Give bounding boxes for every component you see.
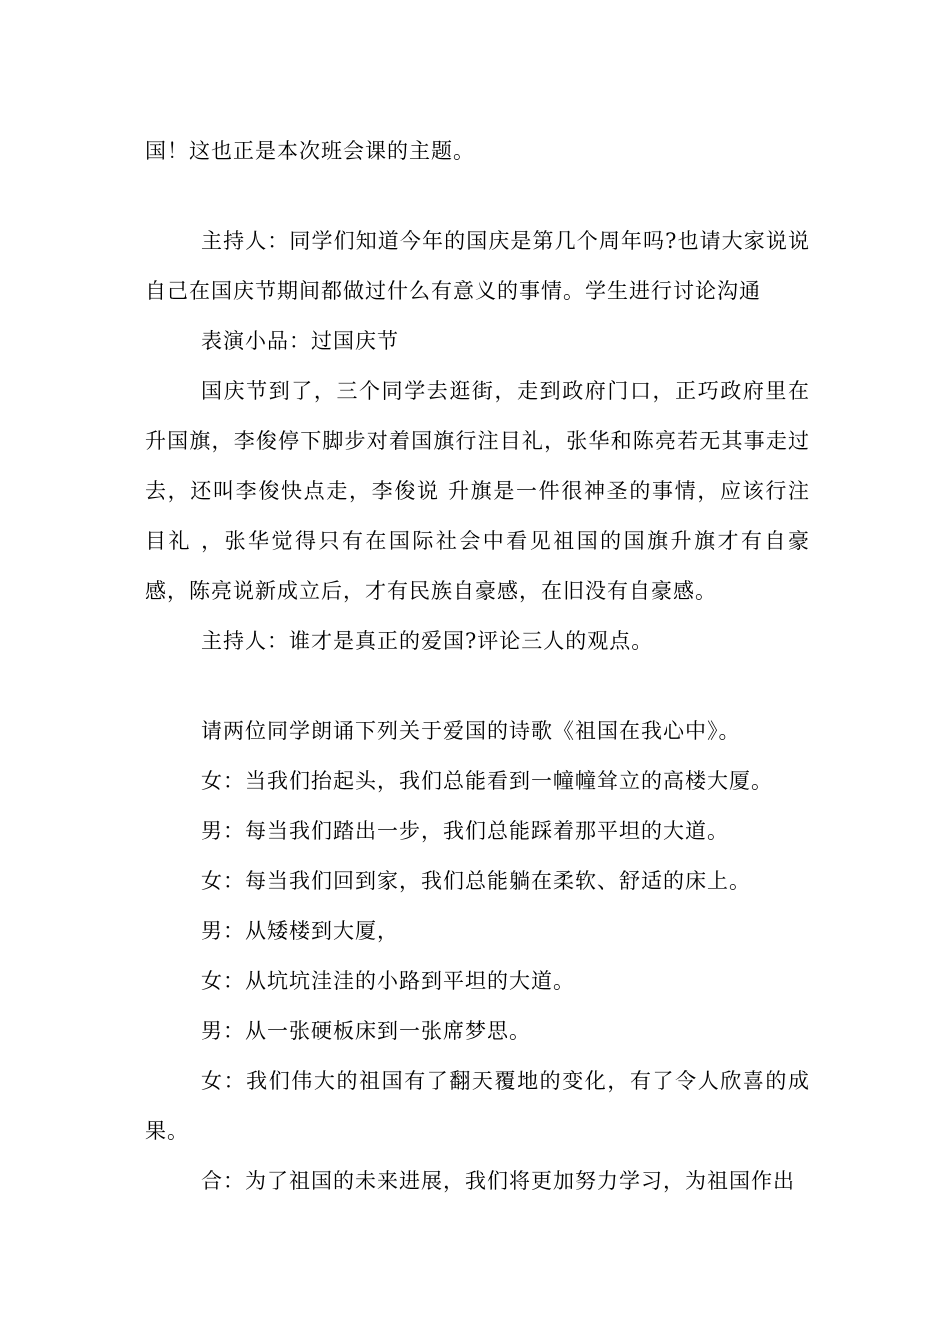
- paragraph-poem-line: 男：从一张硬板床到一张席梦思。: [201, 1019, 531, 1043]
- paragraph-skit-title: 表演小品：过国庆节: [201, 329, 399, 353]
- paragraph-poem-line: 女：当我们抬起头，我们总能看到一幢幢耸立的高楼大厦。: [201, 769, 773, 793]
- paragraph-skit-story: 国庆节到了，三个同学去逛街，走到政府门口，正巧政府里在升国旗，李俊停下脚步对着国旗行注目礼，张华和陈亮若无其事走过去，还叫李俊快点走，李俊说 升旗是一件很神圣的事情，应该行注目礼 ，张华觉得只有在国际社会中看见祖国的国旗升旗才有自豪感，陈亮说新成立后，才有民族自豪感，在旧没有自豪感。: [145, 379, 810, 603]
- document-body: [145, 126, 810, 1206]
- paragraph-poem-line: 合：为了祖国的未来进展，我们将更加努力学习，为祖国作出: [201, 1169, 795, 1193]
- paragraph-poem-line: 女：我们伟大的祖国有了翻天覆地的变化，有了令人欣喜的成果。: [145, 1069, 810, 1143]
- paragraph-host-question: 主持人：同学们知道今年的国庆是第几个周年吗?也请大家说说自己在国庆节期间都做过什么有意义的事情。学生进行讨论沟通: [145, 229, 810, 303]
- paragraph-poem-line: 女：从坑坑洼洼的小路到平坦的大道。: [201, 969, 575, 993]
- paragraph-poem-line: 女：每当我们回到家，我们总能躺在柔软、舒适的床上。: [201, 869, 751, 893]
- paragraph-intro-end: 国！这也正是本次班会课的主题。: [145, 139, 475, 163]
- paragraph-poem-line: 男：每当我们踏出一步，我们总能踩着那平坦的大道。: [201, 819, 729, 843]
- paragraph-gap: [145, 176, 810, 216]
- paragraph-host-comment: 主持人：谁才是真正的爱国?评论三人的观点。: [201, 629, 654, 653]
- paragraph-poem-intro: 请两位同学朗诵下列关于爱国的诗歌《祖国在我心中》。: [201, 719, 741, 743]
- paragraph-gap: [145, 666, 810, 706]
- paragraph-poem-line: 男：从矮楼到大厦，: [201, 919, 399, 943]
